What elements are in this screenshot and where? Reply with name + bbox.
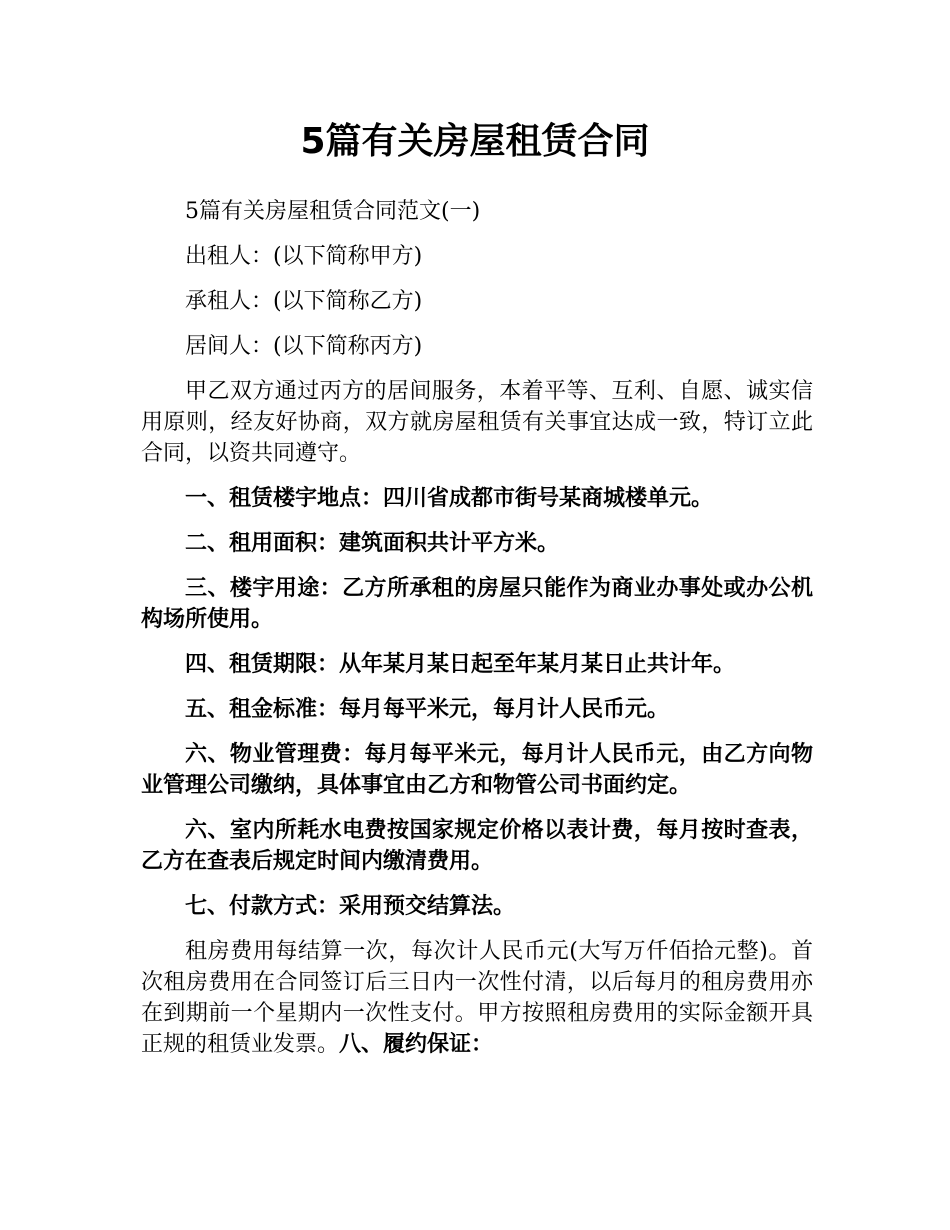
document-body xyxy=(141,196,813,1074)
clause-usage: 三、楼宇用途：乙方所承租的房屋只能作为商业办事处或办公机构场所使用。 xyxy=(141,576,813,632)
clause-utilities: 六、室内所耗水电费按国家规定价格以表计费，每月按时查表，乙方在查表后规定时间内缴清费用。 xyxy=(141,818,813,874)
paragraph-preamble: 甲乙双方通过丙方的居间服务，本着平等、互利、自愿、诚实信用原则，经友好协商，双方就房屋租赁有关事宜达成一致，特订立此合同，以资共同遵守。 xyxy=(141,379,813,466)
paragraph-lessee: 承租人：(以下简称乙方) xyxy=(185,289,423,314)
clause-term: 四、租赁期限：从年某月某日起至年某月某日止共计年。 xyxy=(185,652,736,677)
clause-performance-guarantee-heading: 八、履约保证： xyxy=(339,1032,494,1057)
paragraph-payment-details xyxy=(141,936,813,1060)
paragraph-subtitle: 5篇有关房屋租赁合同范文(一) xyxy=(185,199,481,224)
document-title: 5篇有关房屋租赁合同 xyxy=(300,121,650,162)
clause-payment-method: 七、付款方式：采用预交结算法。 xyxy=(185,894,516,919)
paragraph-lessor: 出租人：(以下简称甲方) xyxy=(185,244,423,269)
clause-location: 一、租赁楼宇地点：四川省成都市街号某商城楼单元。 xyxy=(185,486,714,511)
clause-management-fee: 六、物业管理费：每月每平米元，每月计人民币元，由乙方向物业管理公司缴纳，具体事宜由乙方和物管公司书面约定。 xyxy=(141,742,813,798)
clause-rent: 五、租金标准：每月每平米元，每月计人民币元。 xyxy=(185,697,670,722)
clause-area: 二、租用面积：建筑面积共计平方米。 xyxy=(185,531,560,556)
payment-details-text: 租房费用每结算一次，每次计人民币元(大写万仟佰拾元整)。首次租房费用在合同签订后三日内一次性付清，以后每月的租房费用亦在到期前一个星期内一次性支付。甲方按照租房费用的实际金额开具正规的租赁业发票。 xyxy=(141,939,813,1057)
paragraph-intermediary: 居间人：(以下简称丙方) xyxy=(185,334,423,359)
